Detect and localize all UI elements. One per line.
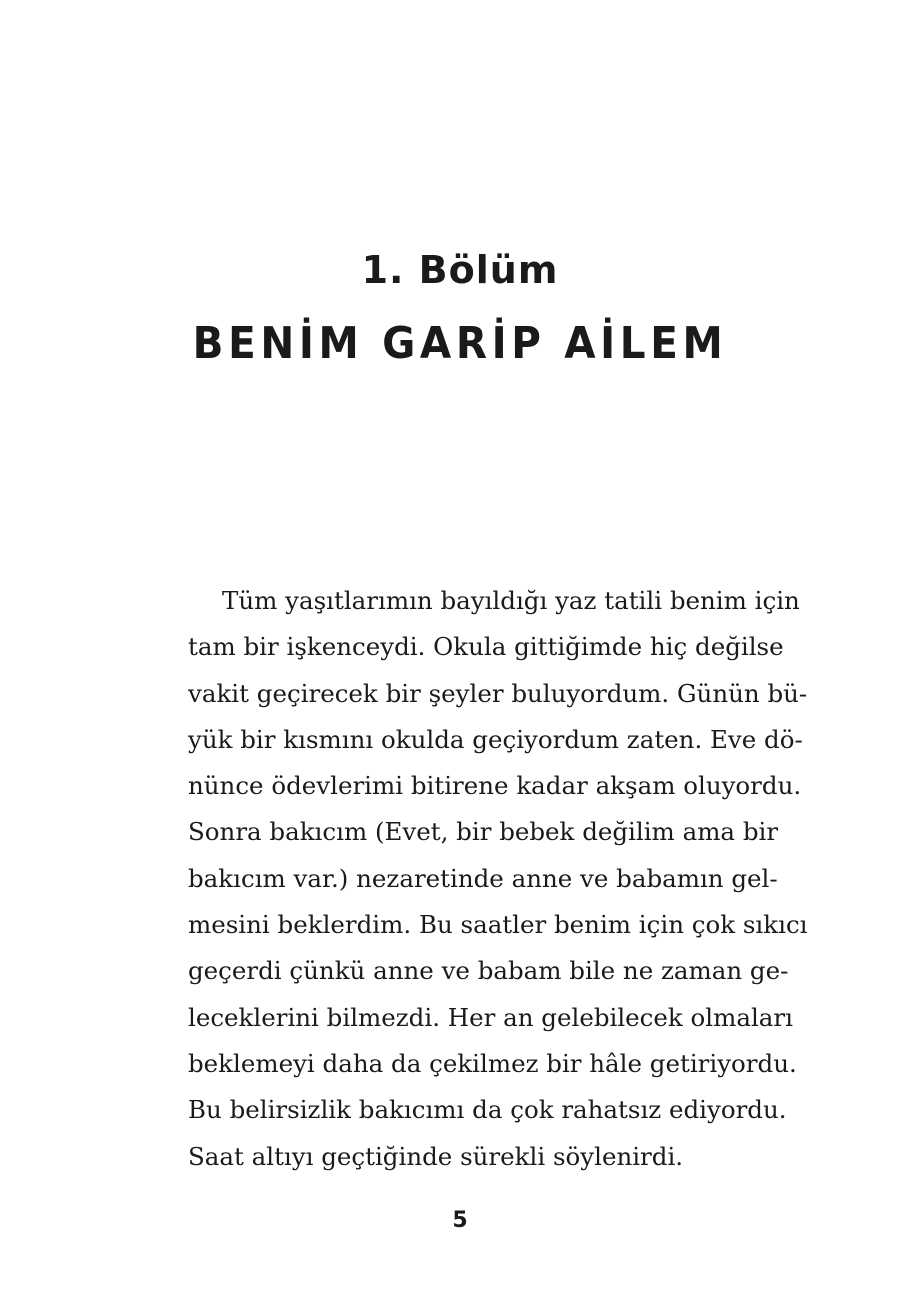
body-line: Tüm yaşıtlarımın bayıldığı yaz tatili benim için [222,586,800,615]
body-line: Bu belirsizlik bakıcımı da çok rahatsız ediyordu. [188,1095,787,1125]
chapter-title: BENİM GARİP AİLEM [192,318,728,369]
body-line: nünce ödevlerimi bitirene kadar akşam oluyordu. [188,771,802,801]
page-number: 5 [452,1208,468,1233]
body-line: bakıcım var.) nezaretinde anne ve babamın gel- [188,863,778,893]
body-line: beklemeyi daha da çekilmez bir hâle getiriyordu. [188,1048,797,1078]
chapter-number: 1. Bölüm [361,248,559,292]
body-line: yük bir kısmını okulda geçiyordum zaten. Eve dö- [188,724,803,754]
body-line: tam bir işkenceydi. Okula gittiğimde hiç değilse [188,632,784,662]
body-line: Saat altıyı geçtiğinde sürekli söylenirdi. [188,1141,684,1171]
body-paragraph [188,578,808,1180]
body-line: vakit geçirecek bir şeyler buluyordum. Günün bü- [188,678,808,708]
body-line: Sonra bakıcım (Evet, bir bebek değilim ama bir [188,817,779,847]
body-line: mesini beklerdim. Bu saatler benim için çok sıkıcı [188,910,808,940]
body-line: geçerdi çünkü anne ve babam bile ne zaman ge- [188,956,789,986]
body-line: leceklerini bilmezdi. Her an gelebilecek olmaları [188,1002,793,1032]
